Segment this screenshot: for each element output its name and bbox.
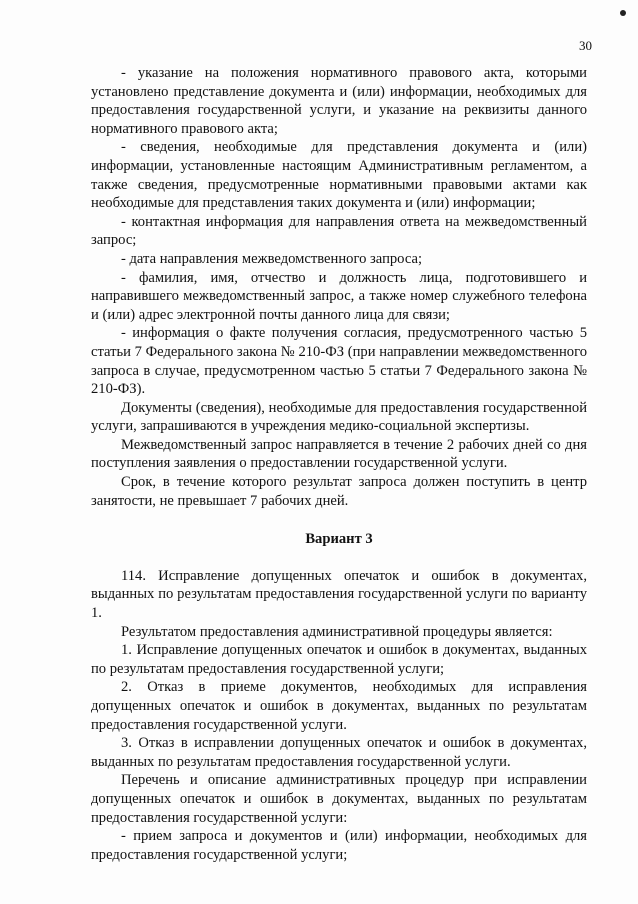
paragraph-request-deadline: Межведомственный запрос направляется в течение 2 рабочих дней со дня поступления заявления о предоставлении государственной услуги. <box>91 436 587 472</box>
paragraph-responsible-person: - фамилия, имя, отчество и должность лица, подготовившего и направившего межведомственный запрос, а также номер служебного телефона и (или) адрес электронной почты данного лица для связи; <box>91 269 587 323</box>
paragraph-required-information: - сведения, необходимые для представления документа и (или) информации, установленные настоящим Административным регламентом, а также сведения, предусмотренные нормативными правовыми актами как необходимые для представления таких документа и (или) информации; <box>91 139 587 212</box>
scan-dot-mark <box>620 10 626 16</box>
page-number: 30 <box>579 38 592 53</box>
paragraph-documents-requested: Документы (сведения), необходимые для предоставления государственной услуги, запрашиваются в учреждения медико-социальной экспертизы. <box>91 399 587 435</box>
document-body <box>91 64 587 864</box>
paragraph-contact-info: - контактная информация для направления ответа на межведомственный запрос; <box>91 213 587 249</box>
paragraph-request-date: - дата направления межведомственного запроса; <box>121 250 423 267</box>
paragraph-response-deadline: Срок, в течение которого результат запроса должен поступить в центр занятости, не превышает 7 рабочих дней. <box>91 474 587 509</box>
paragraph-result-1: 1. Исправление допущенных опечаток и ошибок в документах, выданных по результатам предоставления государственной услуги; <box>91 642 587 677</box>
paragraph-item-114: 114. Исправление допущенных опечаток и ошибок в документах, выданных по результатам предоставления государственной услуги по варианту 1. <box>91 567 587 622</box>
paragraph-consent-info: - информация о факте получения согласия, предусмотренного частью 5 статьи 7 Федерального закона № 210-ФЗ (при направлении межведомственного запроса в случае, предусмотренном частью 5 статьи 7 Федерального закона № 210-ФЗ). <box>91 325 587 398</box>
paragraph-request-reception: - прием запроса и документов и (или) информации, необходимых для предоставления государственной услуги; <box>91 828 587 863</box>
paragraph-procedure-result: Результатом предоставления административной процедуры является: <box>121 623 553 640</box>
paragraph-procedure-list: Перечень и описание административных процедур при исправлении допущенных опечаток и ошибок в документах, выданных по результатам предоставления государственной услуги: <box>91 772 587 826</box>
paragraph-result-3: 3. Отказ в исправлении допущенных опечаток и ошибок в документах, выданных по результатам предоставления государственной услуги. <box>91 735 587 770</box>
paragraph-legal-act-reference: - указание на положения нормативного правового акта, которыми установлено представление документа и (или) информации, необходимых для предоставления государственной услуги, и указание на реквизиты данного нормативного правового акта; <box>91 65 587 137</box>
section-heading-variant-3: Вариант 3 <box>305 531 373 548</box>
paragraph-result-2: 2. Отказ в приеме документов, необходимых для исправления допущенных опечаток и ошибок в документах, выданных по результатам предоставления государственной услуги. <box>91 679 587 733</box>
